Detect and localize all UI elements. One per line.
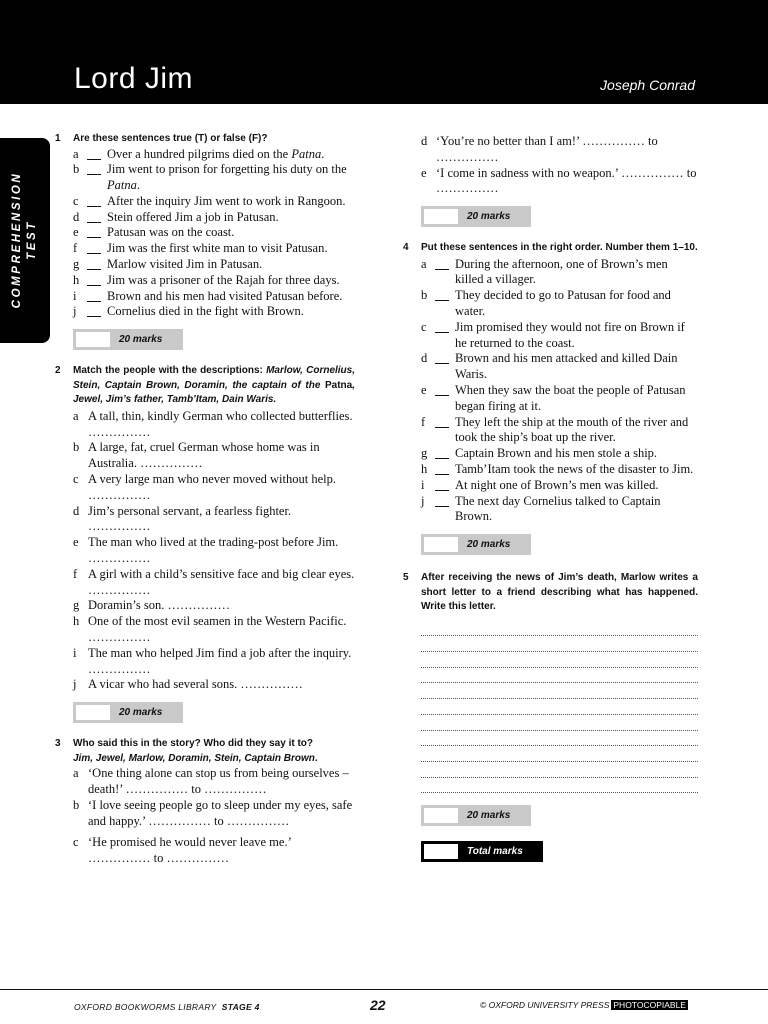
item-text: During the afternoon, one of Brown’s men killed a villager. — [455, 256, 668, 287]
item-text: Patusan was on the coast. — [107, 225, 235, 240]
item-text: A tall, thin, kindly German who collected butterflies. …………… — [88, 408, 353, 439]
item-text: ‘I come in sadness with no weapon.’ …………… to …………… — [436, 165, 697, 196]
question-number: 5 — [403, 572, 409, 584]
item-text: When they saw the boat the people of Patusan began firing at it. — [455, 383, 686, 413]
character-names-ship: Patna — [324, 379, 353, 391]
question-number: 4 — [403, 242, 409, 254]
writing-line[interactable] — [421, 731, 698, 747]
item-letter: i — [73, 288, 77, 303]
page-number: 22 — [370, 997, 386, 1013]
character-names-end: , Jewel, Jim’s father, Tamb’Itam, Dain Waris. — [73, 379, 355, 406]
footer-publisher — [480, 1000, 688, 1010]
item-letter: a — [421, 256, 427, 271]
answer-blank[interactable] — [435, 332, 449, 333]
item-text: The man who lived at the trading-post before Jim. …………… — [88, 535, 339, 565]
side-tab-line-1: COMPREHENSION — [11, 171, 23, 309]
tf-item — [73, 147, 355, 163]
marks-label: 20 marks — [119, 707, 163, 719]
item-text: At night one of Brown’s men was killed. — [455, 477, 659, 492]
item-letter: b — [73, 162, 80, 177]
tf-item — [73, 225, 355, 241]
item-text: They left the ship at the mouth of the river and took the ship’s boat up the river. — [455, 414, 689, 445]
tf-item — [73, 194, 355, 210]
item-letter: i — [421, 477, 425, 492]
item-text: After the inquiry Jim went to work in Rangoon. — [107, 193, 346, 208]
description-item — [73, 440, 355, 472]
stage-label: STAGE 4 — [221, 1002, 260, 1012]
item-text: ‘I love seeing people go to sleep under my eyes, safe and happy.’ …………… to …………… — [88, 797, 353, 828]
answer-blank[interactable] — [87, 253, 101, 254]
question-2 — [55, 364, 355, 725]
item-text: Captain Brown and his men stole a ship. — [455, 446, 658, 461]
question-names-line — [73, 752, 355, 767]
tf-item — [73, 241, 355, 257]
writing-line[interactable] — [421, 683, 698, 699]
left-column — [55, 132, 355, 867]
item-letter: e — [421, 383, 427, 398]
question-heading: After receiving the news of Jim’s death, Marlow writes a short letter to a friend describing what has happened. Write this letter. — [421, 572, 698, 613]
total-marks-box — [421, 841, 543, 862]
item-emphasis: Patna — [291, 146, 322, 161]
writing-line[interactable] — [421, 778, 698, 794]
item-text: Cornelius died in the fight with Brown. — [107, 304, 304, 319]
header-bar — [0, 0, 768, 104]
answer-blank[interactable] — [435, 490, 449, 491]
order-item — [421, 351, 698, 383]
item-text: A large, fat, cruel German whose home was in Australia. …………… — [88, 440, 320, 471]
item-letter: c — [73, 835, 79, 850]
item-text: Marlow visited Jim in Patusan. — [107, 257, 263, 272]
item-letter: e — [421, 165, 427, 180]
question-1 — [55, 132, 355, 352]
marks-box — [421, 206, 531, 227]
item-text: Brown and his men attacked and killed Dain Waris. — [455, 351, 678, 382]
letter-writing-area[interactable] — [421, 621, 698, 794]
writing-line[interactable] — [421, 621, 698, 637]
marks-box — [73, 329, 183, 350]
item-letter: e — [73, 225, 79, 240]
answer-blank[interactable] — [435, 458, 449, 459]
marks-input-box[interactable] — [76, 705, 110, 720]
question-4 — [403, 241, 698, 557]
side-tab-line-2: TEST — [26, 220, 38, 260]
item-letter: j — [73, 304, 77, 319]
character-names: Marlow, Cornelius, Stein, Captain Brown, Doramin, the captain of the — [73, 365, 356, 391]
item-letter: b — [73, 440, 80, 455]
item-letter: a — [73, 408, 79, 423]
writing-line[interactable] — [421, 699, 698, 715]
item-text: The man who helped Jim find a job after the inquiry. …………… — [88, 645, 352, 676]
question-3 — [55, 737, 355, 867]
item-text: A vicar who had several sons. …………… — [88, 677, 303, 692]
item-letter: e — [73, 535, 79, 550]
item-text: A girl with a child’s sensitive face and big clear eyes. …………… — [88, 566, 355, 597]
item-text: Tamb’Itam took the news of the disaster to Jim. — [455, 462, 694, 477]
question-heading: Who said this in the story? Who did they say it to? — [73, 738, 314, 750]
question-heading — [73, 364, 355, 408]
item-emphasis: Patna — [107, 178, 137, 193]
order-item — [421, 320, 698, 352]
marks-input-box[interactable] — [424, 808, 458, 823]
item-text: Doramin’s son. …………… — [88, 598, 231, 613]
order-item — [421, 257, 698, 289]
quote-item — [421, 166, 698, 198]
question-number: 1 — [55, 133, 61, 144]
writing-line[interactable] — [421, 762, 698, 778]
order-item — [421, 494, 698, 526]
question-1-items — [73, 147, 355, 321]
marks-box — [421, 805, 531, 826]
answer-blank[interactable] — [87, 174, 101, 175]
question-5 — [403, 571, 698, 864]
answer-blank[interactable] — [87, 301, 101, 302]
marks-box — [421, 534, 531, 555]
item-letter: d — [73, 503, 80, 518]
description-item — [73, 677, 355, 693]
item-letter: j — [421, 493, 425, 508]
item-letter: j — [73, 677, 77, 692]
item-letter: f — [73, 566, 78, 581]
item-letter: c — [73, 471, 79, 486]
question-number: 2 — [55, 365, 61, 377]
item-letter: i — [73, 645, 77, 660]
item-text: Jim’s personal servant, a fearless fighter. …………… — [88, 503, 292, 534]
marks-label: 20 marks — [467, 539, 511, 551]
writing-line[interactable] — [421, 652, 698, 668]
character-names-end: . — [314, 752, 318, 764]
order-item — [421, 288, 698, 320]
description-item — [73, 614, 355, 646]
item-text: ‘One thing alone can stop us from being ourselves – death!’ …………… to …………… — [88, 766, 349, 796]
description-item — [73, 598, 355, 614]
item-letter: h — [421, 462, 428, 477]
item-text: The next day Cornelius talked to Captain Brown. — [455, 493, 661, 524]
character-names: Jim, Jewel, Marlow, Doramin, Stein, Captain Brown — [73, 752, 315, 764]
item-letter: d — [421, 351, 428, 366]
total-marks-label: Total marks — [467, 846, 523, 858]
footer-rule — [0, 989, 768, 990]
item-text-end: . — [136, 178, 140, 193]
writing-line[interactable] — [421, 636, 698, 652]
right-column — [403, 134, 698, 864]
quote-item — [73, 766, 355, 798]
marks-label: 20 marks — [119, 334, 163, 346]
total-marks-input-box[interactable] — [424, 844, 458, 859]
item-text: Stein offered Jim a job in Patusan. — [107, 209, 279, 224]
tf-item — [73, 162, 355, 194]
marks-input-box[interactable] — [424, 537, 458, 552]
item-letter: b — [421, 288, 428, 303]
answer-blank[interactable] — [87, 237, 101, 238]
quote-item — [73, 798, 355, 830]
item-letter: g — [421, 446, 428, 461]
description-item — [73, 567, 355, 599]
item-text: ‘You’re no better than I am!’ …………… to …………… — [436, 134, 658, 164]
item-text: ‘He promised he would never leave me.’ …………… to …………… — [88, 835, 291, 866]
marks-label: 20 marks — [467, 211, 511, 223]
answer-blank[interactable] — [87, 222, 101, 223]
side-tab-label — [10, 172, 40, 309]
item-letter: d — [421, 134, 428, 148]
q3-marks-wrap — [403, 197, 698, 229]
item-letter: g — [73, 598, 80, 613]
answer-blank[interactable] — [87, 316, 101, 317]
item-text: Brown and his men had visited Patusan before. — [107, 288, 343, 303]
question-4-items — [421, 257, 698, 526]
tf-item — [73, 289, 355, 305]
order-item — [421, 383, 698, 415]
item-text: One of the most evil seamen in the Western Pacific. …………… — [88, 614, 347, 644]
item-letter: f — [73, 241, 78, 256]
item-letter: h — [73, 272, 80, 287]
answer-blank[interactable] — [435, 506, 449, 507]
item-text: Jim was a prisoner of the Rajah for three days. — [107, 272, 340, 287]
answer-blank[interactable] — [87, 206, 101, 207]
question-3-items-right — [403, 134, 698, 229]
item-letter: g — [73, 257, 80, 272]
item-letter: f — [421, 414, 426, 429]
writing-line[interactable] — [421, 715, 698, 731]
question-heading: Are these sentences true (T) or false (F)? — [73, 133, 268, 144]
photocopiable-badge: PHOTOCOPIABLE — [613, 1000, 686, 1010]
item-text: Jim was the first white man to visit Patusan. — [107, 241, 328, 256]
question-number: 3 — [55, 738, 61, 750]
question-heading-text: Match the people with the descriptions: — [73, 365, 267, 377]
series-name: OXFORD BOOKWORMS LIBRARY — [74, 1002, 217, 1012]
total-wrap — [421, 832, 698, 864]
item-text-end: . — [321, 146, 325, 161]
question-heading: Put these sentences in the right order. Number them 1–10. — [421, 242, 698, 254]
order-item — [421, 478, 698, 494]
description-item — [73, 504, 355, 536]
item-text: A very large man who never moved without help. …………… — [88, 471, 336, 502]
tf-item — [73, 304, 355, 320]
publisher-name: © OXFORD UNIVERSITY PRESS — [480, 1000, 610, 1010]
description-item — [73, 535, 355, 567]
answer-blank[interactable] — [435, 300, 449, 301]
marks-input-box[interactable] — [76, 332, 110, 347]
order-item — [421, 446, 698, 462]
tf-item — [73, 210, 355, 226]
tf-item — [73, 257, 355, 273]
item-letter: b — [73, 797, 80, 812]
item-text: They decided to go to Patusan for food and water. — [455, 288, 671, 319]
answer-blank[interactable] — [87, 285, 101, 286]
marks-input-box[interactable] — [424, 209, 458, 224]
item-text: Over a hundred pilgrims died on the — [107, 146, 292, 161]
answer-blank[interactable] — [87, 269, 101, 270]
writing-line[interactable] — [421, 746, 698, 762]
question-2-items — [73, 409, 355, 693]
item-letter: c — [421, 319, 427, 334]
order-item — [421, 462, 698, 478]
answer-blank[interactable] — [435, 427, 449, 428]
item-letter: a — [73, 766, 79, 781]
answer-blank[interactable] — [435, 269, 449, 270]
answer-blank[interactable] — [435, 395, 449, 396]
item-letter: a — [73, 146, 79, 161]
item-letter: d — [73, 209, 80, 224]
description-item — [73, 472, 355, 504]
book-title: Lord Jim — [74, 62, 194, 95]
item-text: Jim went to prison for forgetting his duty on the — [107, 162, 347, 177]
writing-line[interactable] — [421, 668, 698, 684]
footer-series — [74, 1002, 260, 1012]
question-3-items-left — [73, 766, 355, 867]
answer-blank[interactable] — [87, 159, 101, 160]
item-letter: c — [73, 193, 79, 208]
description-item — [73, 646, 355, 678]
item-letter: h — [73, 614, 80, 629]
quote-item — [421, 134, 698, 166]
answer-blank[interactable] — [435, 474, 449, 475]
marks-box — [73, 702, 183, 723]
answer-blank[interactable] — [435, 363, 449, 364]
tf-item — [73, 273, 355, 289]
quote-item — [73, 835, 355, 867]
order-item — [421, 415, 698, 447]
marks-label: 20 marks — [467, 810, 511, 822]
description-item — [73, 409, 355, 441]
book-author: Joseph Conrad — [600, 77, 695, 93]
item-text: Jim promised they would not fire on Brown if he returned to the coast. — [455, 319, 685, 350]
